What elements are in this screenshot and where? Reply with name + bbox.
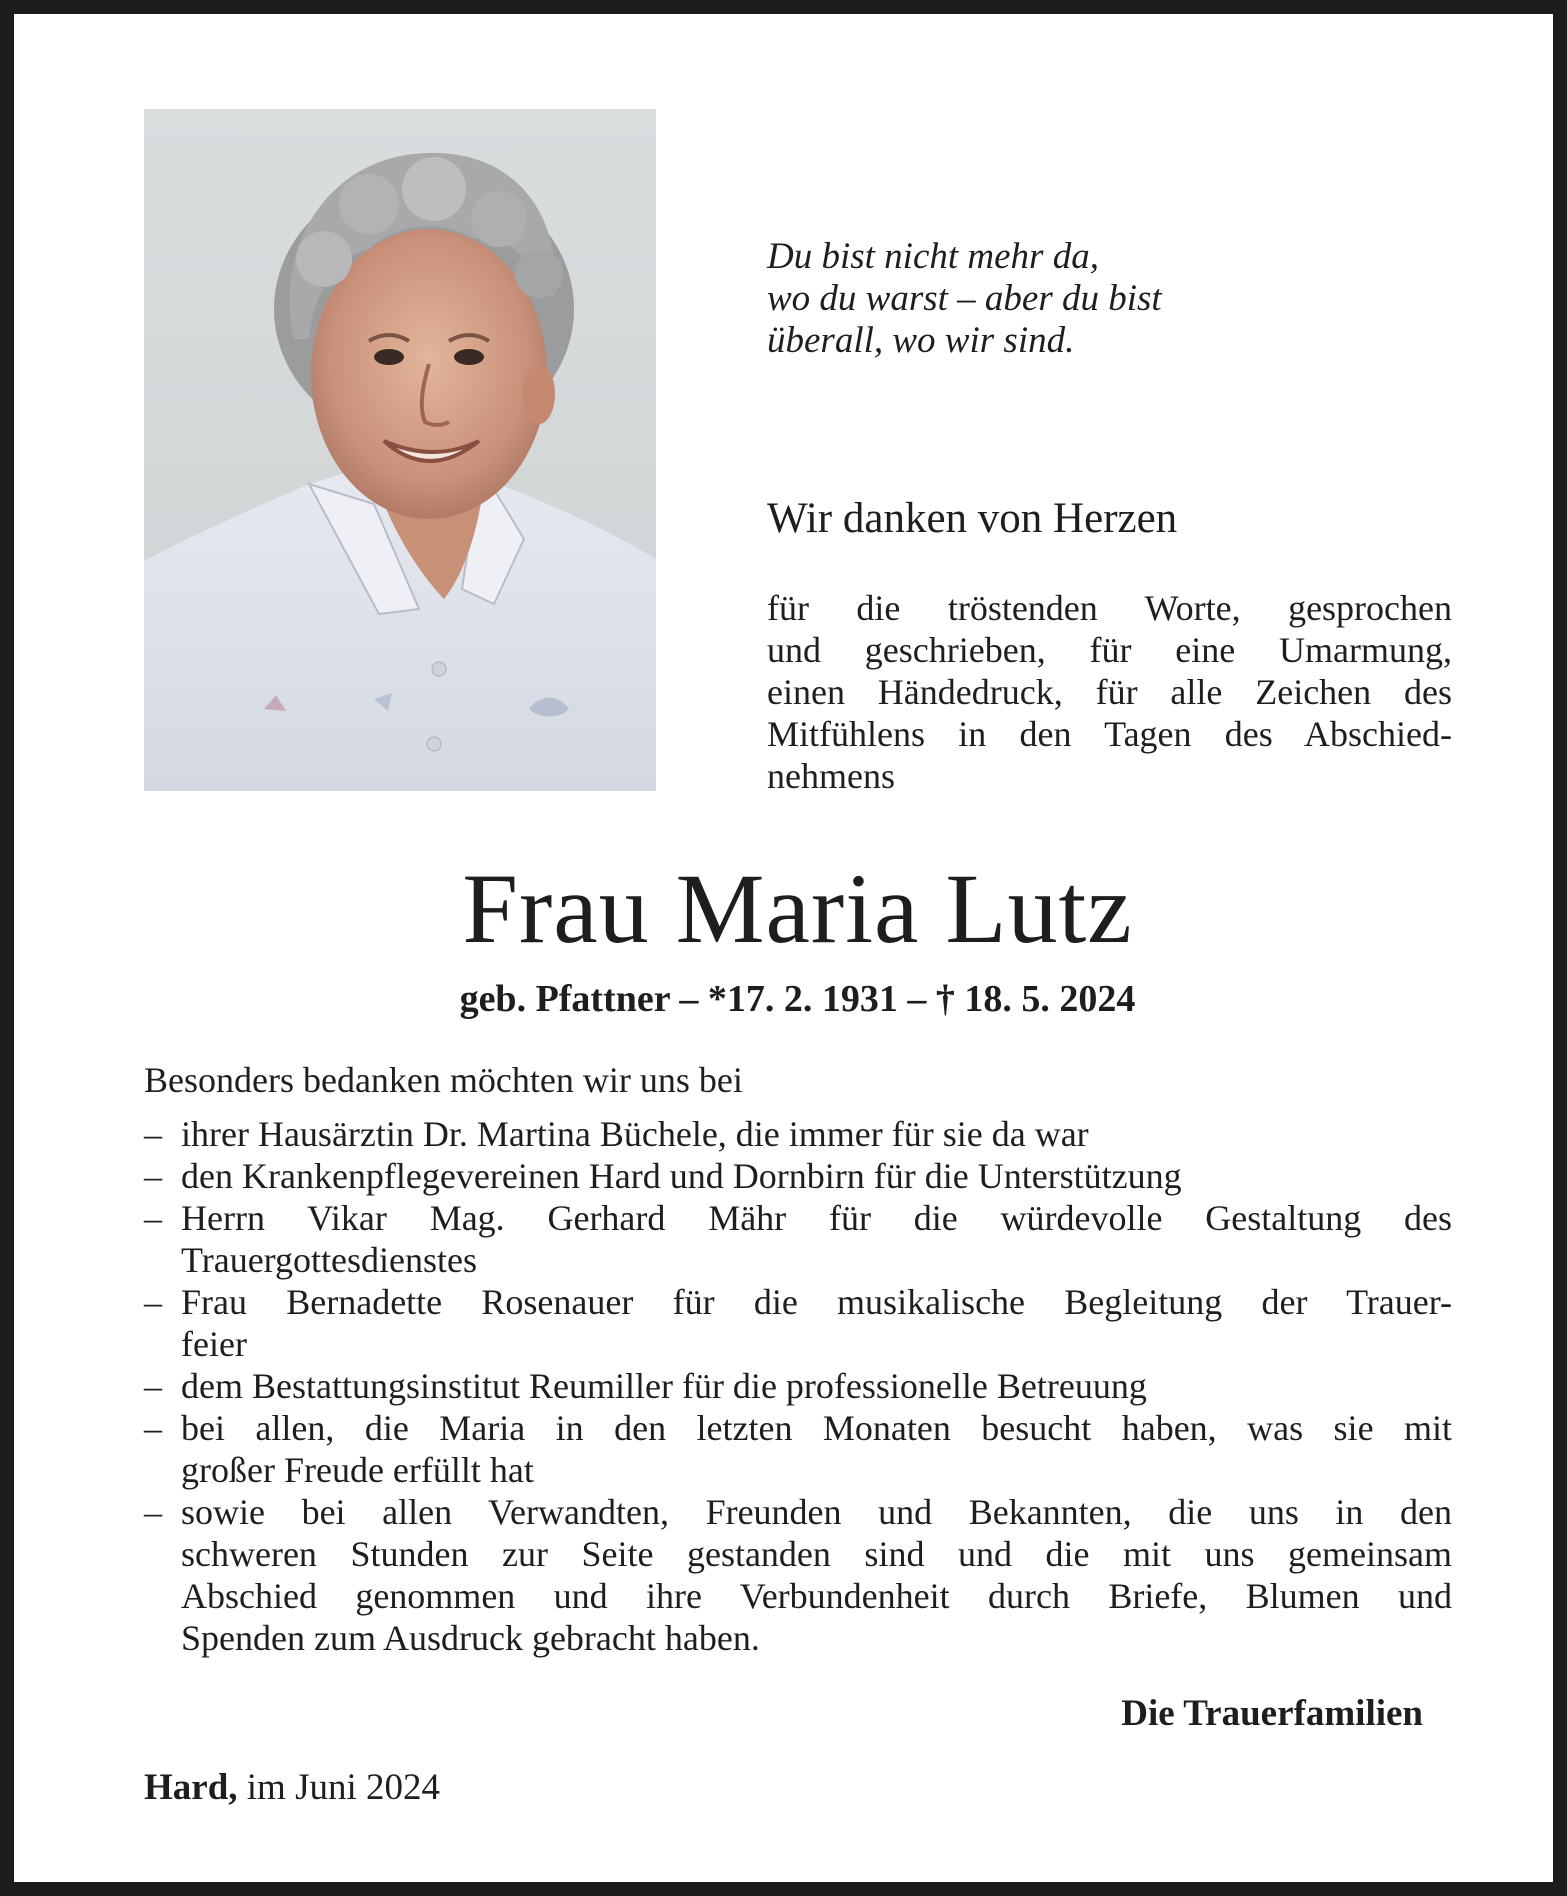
acknowledgements-list	[144, 1113, 1452, 1659]
thanks-line: und geschrieben, für eine Umarmung,	[767, 630, 1452, 670]
thanks-line: einen Händedruck, für alle Zeichen des	[767, 672, 1452, 712]
list-bullet: –	[144, 1282, 162, 1322]
list-item-line: Herrn Vikar Mag. Gerhard Mähr für die würdevolle Gestaltung des	[181, 1198, 1452, 1238]
list-item-line: schweren Stunden zur Seite gestanden sind und die mit uns gemeinsam	[181, 1534, 1452, 1574]
birth-death-details: geb. Pfattner – *17. 2. 1931 – † 18. 5. 2024	[459, 978, 1136, 1020]
thanks-paragraph	[767, 587, 1452, 797]
signature: Die Trauerfamilien	[1121, 1693, 1423, 1734]
place-month: im Juni 2024	[246, 1767, 441, 1808]
list-item	[144, 1197, 1452, 1281]
quote-line: überall, wo wir sind.	[767, 320, 1075, 361]
list-item-line: den Krankenpflegevereinen Hard und Dornbirn für die Unterstützung	[181, 1156, 1182, 1196]
portrait-illustration	[144, 109, 656, 791]
list-item-line: dem Bestattungsinstitut Reumiller für die professionelle Betreuung	[181, 1366, 1147, 1406]
list-item-line: Trauergottesdienstes	[181, 1240, 477, 1280]
acknowledgements-intro: Besonders bedanken möchten wir uns bei	[144, 1060, 743, 1100]
list-item	[144, 1113, 1452, 1155]
place-city: Hard,	[144, 1767, 238, 1808]
list-bullet: –	[144, 1198, 162, 1238]
list-item-line: ihrer Hausärztin Dr. Martina Büchele, die immer für sie da war	[181, 1114, 1089, 1154]
list-item-line: Spenden zum Ausdruck gebracht haben.	[181, 1618, 760, 1658]
thanks-line: für die tröstenden Worte, gesprochen	[767, 588, 1452, 628]
list-item-line: Frau Bernadette Rosenauer für die musikalische Begleitung der Trauer-	[181, 1282, 1452, 1322]
thanks-line: nehmens	[767, 756, 895, 796]
deceased-name: Frau Maria Lutz	[462, 853, 1133, 964]
list-bullet: –	[144, 1366, 162, 1406]
list-item	[144, 1365, 1452, 1407]
list-item-line: sowie bei allen Verwandten, Freunden und Bekannten, die uns in den	[181, 1492, 1452, 1532]
list-item-line: großer Freude erfüllt hat	[181, 1450, 534, 1490]
list-item-line: bei allen, die Maria in den letzten Monaten besucht haben, was sie mit	[181, 1408, 1452, 1448]
quote-line: wo du warst – aber du bist	[767, 278, 1162, 319]
list-item	[144, 1155, 1452, 1197]
thanks-heading: Wir danken von Herzen	[767, 495, 1178, 542]
thanks-line: Mitfühlens in den Tagen des Abschied-	[767, 714, 1452, 754]
list-item	[144, 1281, 1452, 1365]
list-item-line: Abschied genommen und ihre Verbundenheit durch Briefe, Blumen und	[181, 1576, 1452, 1616]
memorial-quote	[767, 236, 1162, 362]
portrait-photo	[144, 109, 656, 791]
list-bullet: –	[144, 1492, 162, 1532]
list-bullet: –	[144, 1408, 162, 1448]
list-item	[144, 1407, 1452, 1491]
place-date	[144, 1766, 440, 1810]
list-bullet: –	[144, 1114, 162, 1154]
list-bullet: –	[144, 1156, 162, 1196]
quote-line: Du bist nicht mehr da,	[767, 236, 1099, 277]
list-item	[144, 1491, 1452, 1659]
list-item-line: feier	[181, 1324, 247, 1364]
